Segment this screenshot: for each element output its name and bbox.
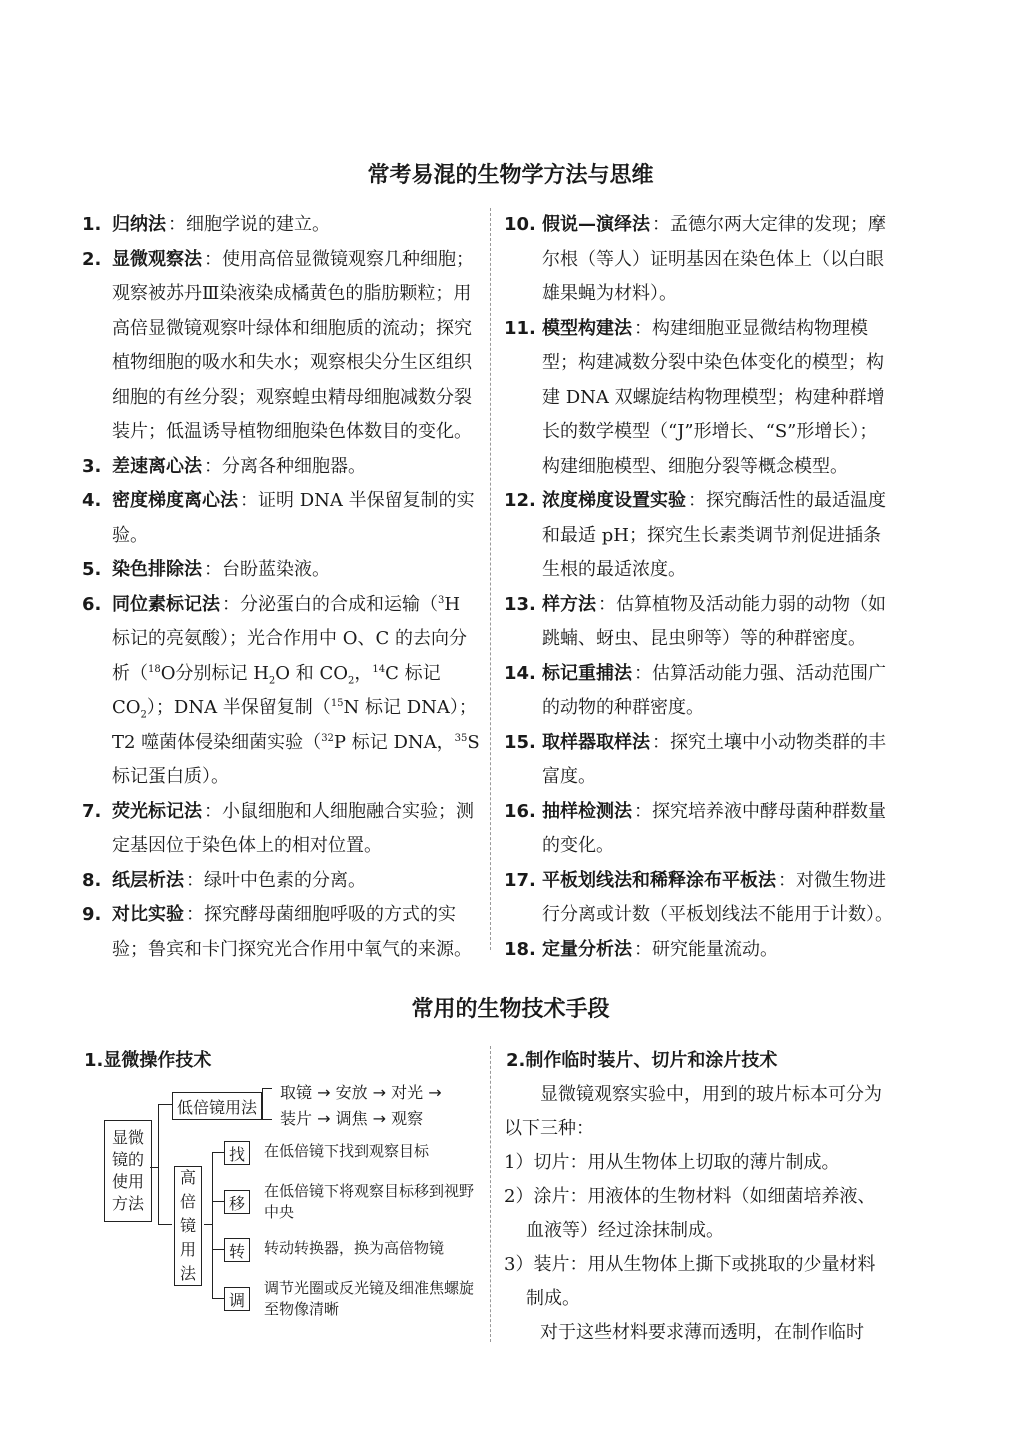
method-name: 平板划线法和稀释涂布平板法 [542, 869, 776, 891]
method-item [504, 726, 894, 795]
slide-type-section: 1）切片：用从生物体上切取的薄片制成。 [504, 1152, 840, 1173]
method-description: ：探究土壤中小动物类群的丰富度。 [542, 731, 886, 787]
method-description: ：台盼蓝染液。 [204, 559, 330, 580]
method-description: ：对微生物进行分离或计数（平板划线法不能用于计数）。 [542, 869, 893, 925]
method-description-part: ， [354, 662, 373, 684]
method-number: 11. [504, 317, 536, 339]
method-item [82, 553, 482, 588]
methods-right-column [504, 208, 894, 967]
method-item [504, 657, 894, 726]
method-item [504, 933, 894, 968]
diagram-high-power-box [174, 1166, 202, 1286]
method-name: 对比实验 [112, 904, 184, 925]
diagram-high-power-label: 高倍镜用法 [179, 1168, 196, 1283]
method-number: 14. [504, 662, 536, 684]
method-name: 抽样检测法 [542, 800, 632, 822]
section-title-methods: 常考易混的生物学方法与思维 [367, 163, 654, 188]
method-number: 1. [82, 214, 102, 235]
method-description: ：使用高倍显微镜观察几种细胞；观察被苏丹Ⅲ染液染成橘黄色的脂肪颗粒；用高倍显微镜观察叶绿体和细胞质的流动；探究植物细胞的吸水和失水；观察根尖分生区组织细胞的有丝分裂；观察蝗虫精母细胞减数分裂装片；低温诱导植物细胞染色体数目的变化。 [112, 248, 474, 442]
method-description: ：探究酵母菌细胞呼吸的方式的实验；鲁宾和卡门探究光合作用中氧气的来源。 [112, 904, 472, 960]
method-item [504, 312, 894, 485]
methods-left-column [82, 208, 482, 967]
method-item [504, 484, 894, 588]
method-name: 纸层析法 [112, 869, 184, 891]
method-number: 16. [504, 800, 536, 822]
diagram-connector [158, 1104, 159, 1224]
method-number: 6. [82, 593, 102, 615]
method-number: 8. [82, 869, 102, 891]
method-item [82, 898, 482, 967]
method-number: 2. [82, 248, 102, 270]
slide-outro-paragraph: 对于这些材料要求薄而透明，在制作临时 [540, 1322, 864, 1343]
section-title-techniques: 常用的生物技术手段 [411, 997, 610, 1022]
method-description-part: 14 [372, 663, 386, 675]
diagram-step-description: 转动转换器，换为高倍物镜 [264, 1239, 445, 1257]
diagram-connector [204, 1224, 212, 1225]
method-name: 荧光标记法 [112, 800, 202, 822]
method-item [82, 588, 482, 795]
method-description-part: N 标记 DNA）；T2 噬菌体侵染细菌实验（ [112, 697, 477, 753]
diagram-step-key-box [224, 1238, 250, 1262]
method-description-part: 3 [438, 594, 445, 606]
method-description: ：研究能量流动。 [634, 938, 778, 960]
method-name: 样方法 [542, 593, 596, 615]
diagram-connector [212, 1152, 224, 1153]
method-item [504, 588, 894, 657]
method-description: ：估算活动能力强、活动范围广的动物的种群密度。 [542, 662, 886, 718]
diagram-step-key: 找 [228, 1144, 245, 1164]
method-item [82, 864, 482, 899]
method-name: 定量分析法 [542, 938, 632, 960]
diagram-step-key-box [224, 1190, 250, 1214]
column-divider-2 [490, 1046, 491, 1342]
diagram-root-box [104, 1120, 152, 1222]
method-name: 差速离心法 [112, 455, 202, 477]
diagram-step-key: 移 [228, 1193, 245, 1213]
method-number: 12. [504, 490, 536, 511]
diagram-root-label: 显微镜的使用方法 [111, 1128, 144, 1213]
diagram-low-power-steps: 取镜 → 安放 → 对光 → 装片 → 调焦 → 观察 [280, 1083, 442, 1128]
method-item [82, 208, 482, 243]
method-name: 标记重捕法 [542, 662, 632, 684]
method-number: 3. [82, 455, 102, 477]
method-description: ：孟德尔两大定律的发现；摩尔根（等人）证明基因在染色体上（以白眼雄果蝇为材料）。 [542, 214, 886, 304]
slide-type-mount: 3）装片：用从生物体上撕下或挑取的少量材料制成。 [504, 1254, 876, 1309]
diagram-step-description: 在低倍镜下找到观察目标 [264, 1142, 430, 1160]
method-number: 17. [504, 869, 536, 891]
method-description-part: O 和 CO [275, 662, 349, 684]
method-description-part: 35 [454, 732, 468, 744]
method-description: ：探究酶活性的最适温度和最适 pH；探究生长素类调节剂促进插条生根的最适浓度。 [542, 490, 886, 580]
diagram-connector [212, 1298, 224, 1299]
diagram-step-description: 调节光圈或反光镜及细准焦螺旋至物像清晰 [264, 1279, 475, 1318]
method-name: 取样器取样法 [542, 731, 650, 753]
method-item [82, 243, 482, 450]
diagram-connector [212, 1152, 213, 1298]
method-name: 染色排除法 [112, 559, 202, 580]
method-description-part: 15 [330, 698, 344, 709]
method-description-part: S 标记蛋白质）。 [112, 731, 480, 787]
microscope-technique-heading: 1.显微操作技术 [84, 1050, 212, 1071]
method-description-part: 18 [148, 663, 161, 675]
diagram-connector [158, 1104, 172, 1105]
method-description-part: ：分泌蛋白的合成和运输（ [222, 593, 438, 615]
diagram-step-description: 在低倍镜下将观察目标移到视野中央 [264, 1182, 475, 1221]
method-name: 同位素标记法 [112, 593, 220, 615]
method-item [82, 450, 482, 485]
diagram-step-key-box [224, 1287, 250, 1311]
method-name: 模型构建法 [542, 317, 632, 339]
diagram-step-key-box [224, 1141, 250, 1165]
method-description: ：探究培养液中酵母菌种群数量的变化。 [542, 800, 886, 856]
method-item [504, 864, 894, 933]
diagram-connector [158, 1224, 172, 1225]
diagram-connector [262, 1119, 272, 1120]
slide-intro-paragraph: 显微镜观察实验中，用到的玻片标本可分为以下三种： [504, 1084, 882, 1139]
diagram-low-power-box [172, 1092, 262, 1120]
method-description-part: P 标记 DNA， [333, 731, 455, 753]
method-description-part: 32 [321, 732, 334, 744]
method-number: 5. [82, 559, 102, 580]
diagram-low-power-label: 低倍镜用法 [176, 1097, 257, 1117]
column-divider [490, 208, 491, 950]
method-description: ：细胞学说的建立。 [168, 214, 330, 235]
method-description: ：小鼠细胞和人细胞融合实验；测定基因位于染色体上的相对位置。 [112, 800, 474, 856]
method-name: 显微观察法 [112, 248, 202, 270]
diagram-connector [212, 1249, 224, 1250]
slide-type-smear: 2）涂片：用液体的生物材料（如细菌培养液、血液等）经过涂抹制成。 [504, 1186, 876, 1241]
diagram-connector [150, 1167, 158, 1168]
method-description-part: 2 [140, 709, 147, 721]
method-name: 假说—演绎法 [542, 214, 650, 235]
method-item [504, 795, 894, 864]
method-description-part: C 标记 CO [112, 662, 441, 718]
method-description: ：绿叶中色素的分离。 [186, 869, 366, 891]
method-description: ：分离各种细胞器。 [204, 455, 366, 477]
method-name: 密度梯度离心法 [112, 490, 238, 511]
method-item [82, 484, 482, 553]
slide-technique-heading: 2.制作临时装片、切片和涂片技术 [506, 1050, 778, 1071]
diagram-step-key: 调 [228, 1290, 245, 1310]
method-description: ：证明 DNA 半保留复制的实验。 [112, 490, 475, 546]
diagram-connector [212, 1201, 224, 1202]
diagram-connector [262, 1088, 263, 1120]
method-description-part: O分别标记 H [160, 662, 269, 684]
method-number: 13. [504, 593, 536, 615]
diagram-step-key: 转 [228, 1241, 245, 1261]
method-description-part: 2 [268, 675, 276, 687]
method-number: 4. [82, 490, 102, 511]
method-number: 9. [82, 904, 102, 925]
method-description-part: ）；DNA 半保留复制（ [146, 697, 331, 718]
method-item [82, 795, 482, 864]
method-description-part: H 标记的亮氨酸）；光合作用中 O、C 的去向分析（ [112, 593, 467, 684]
method-name: 浓度梯度设置实验 [542, 490, 686, 511]
method-number: 15. [504, 731, 536, 753]
method-number: 18. [504, 938, 536, 960]
method-description: ：估算植物及活动能力弱的动物（如跳蝻、蚜虫、昆虫卵等）等的种群密度。 [542, 593, 886, 649]
method-description: ：构建细胞亚显微结构物理模型；构建减数分裂中染色体变化的模型；构建 DNA 双螺旋结构物理模型；构建种群增长的数学模型（“J”形增长、“S”形增长）；构建细胞模型、细胞分裂等概念模型。 [542, 317, 885, 477]
diagram-connector [262, 1088, 272, 1089]
method-number: 10. [504, 214, 536, 235]
slide-technique-text [504, 1078, 890, 1350]
method-description-part: 2 [348, 675, 355, 687]
method-name: 归纳法 [112, 214, 166, 235]
method-item [504, 208, 894, 312]
method-number: 7. [82, 800, 102, 822]
